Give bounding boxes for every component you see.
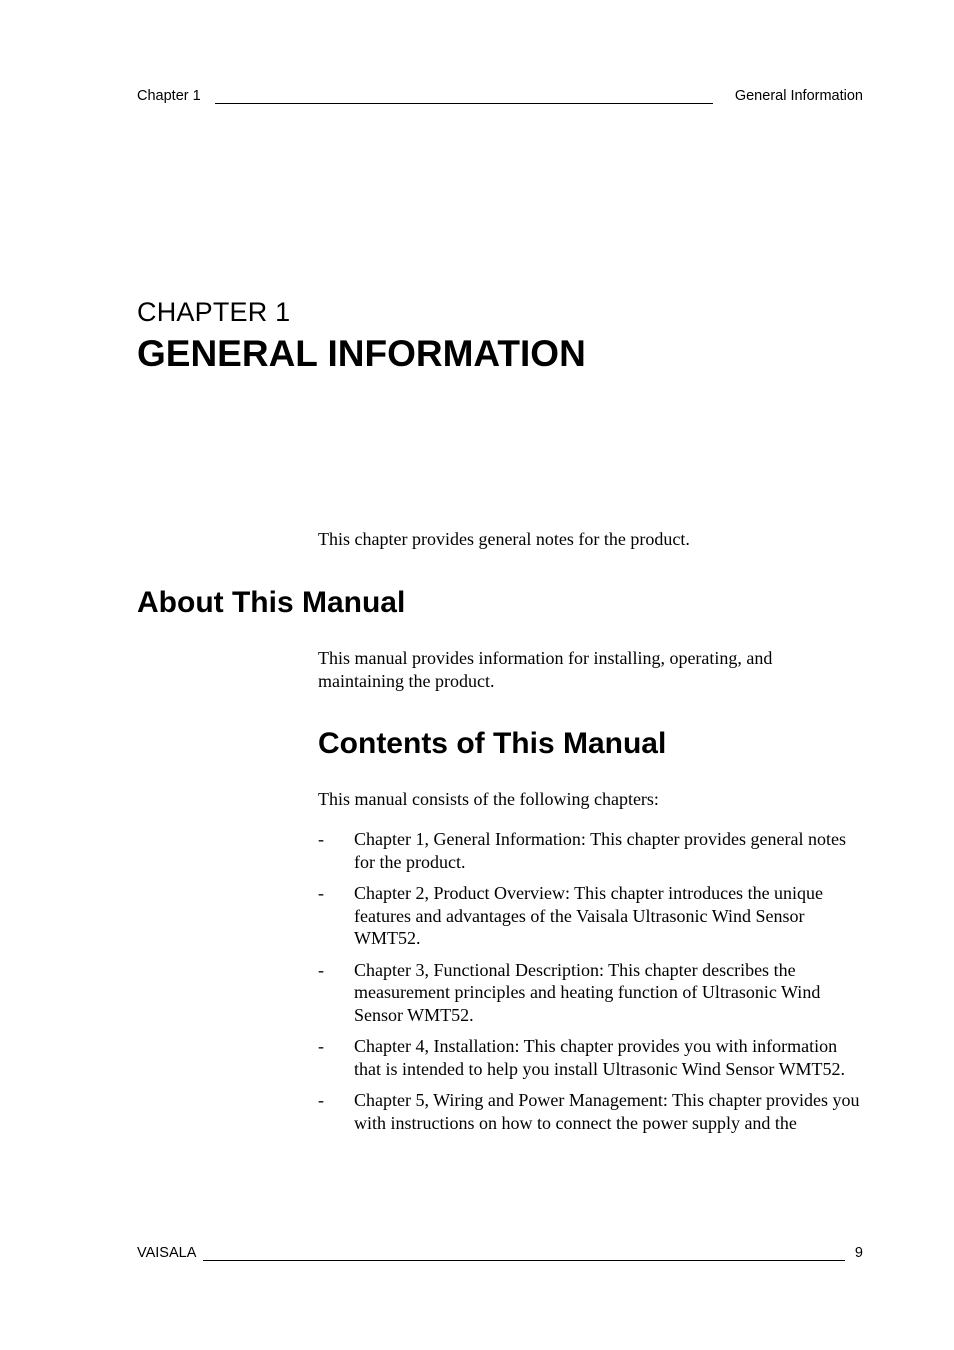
list-item xyxy=(318,828,863,873)
list-bullet: - xyxy=(318,883,324,903)
chapter-list xyxy=(318,828,863,1143)
contents-intro: This manual consists of the following chapters: xyxy=(318,789,659,809)
about-text: This manual provides information for installing, operating, and maintaining the product. xyxy=(318,648,773,691)
list-bullet: - xyxy=(318,1036,324,1056)
chapter-title: GENERAL INFORMATION xyxy=(137,333,586,374)
list-item-text: Chapter 5, Wiring and Power Management: This chapter provides you with instructions on how to connect the power supply and the xyxy=(354,1090,860,1133)
header-section-label: General Information xyxy=(734,88,863,104)
about-heading: About This Manual xyxy=(137,586,406,619)
page-number: 9 xyxy=(854,1245,863,1261)
list-bullet: - xyxy=(318,829,324,849)
list-item xyxy=(318,959,863,1027)
header-chapter-label: Chapter 1 xyxy=(137,88,201,104)
running-footer xyxy=(137,1244,863,1264)
list-item xyxy=(318,1089,863,1134)
list-bullet: - xyxy=(318,1090,324,1110)
footer-rule xyxy=(203,1260,845,1261)
list-item-text: Chapter 2, Product Overview: This chapter introduces the unique features and advantages of the Vaisala Ultrasonic Wind Sensor WMT52. xyxy=(354,883,824,948)
contents-heading: Contents of This Manual xyxy=(318,727,667,760)
running-header xyxy=(137,87,863,107)
list-item-text: Chapter 1, General Information: This chapter provides general notes for the product. xyxy=(354,829,847,872)
footer-company: VAISALA xyxy=(137,1245,197,1261)
header-rule xyxy=(215,103,713,104)
list-item xyxy=(318,1035,863,1080)
list-item xyxy=(318,882,863,950)
list-bullet: - xyxy=(318,959,324,980)
chapter-number: CHAPTER 1 xyxy=(137,297,291,327)
list-item-text: Chapter 4, Installation: This chapter provides you with information that is intended to help you install Ultrasonic Wind Sensor WMT52. xyxy=(354,1036,846,1079)
list-item-text: Chapter 3, Functional Description: This chapter describes the measurement principles and heating function of Ultrasonic Wind Sensor WMT52. xyxy=(354,959,821,1025)
chapter-intro: This chapter provides general notes for the product. xyxy=(318,529,690,549)
